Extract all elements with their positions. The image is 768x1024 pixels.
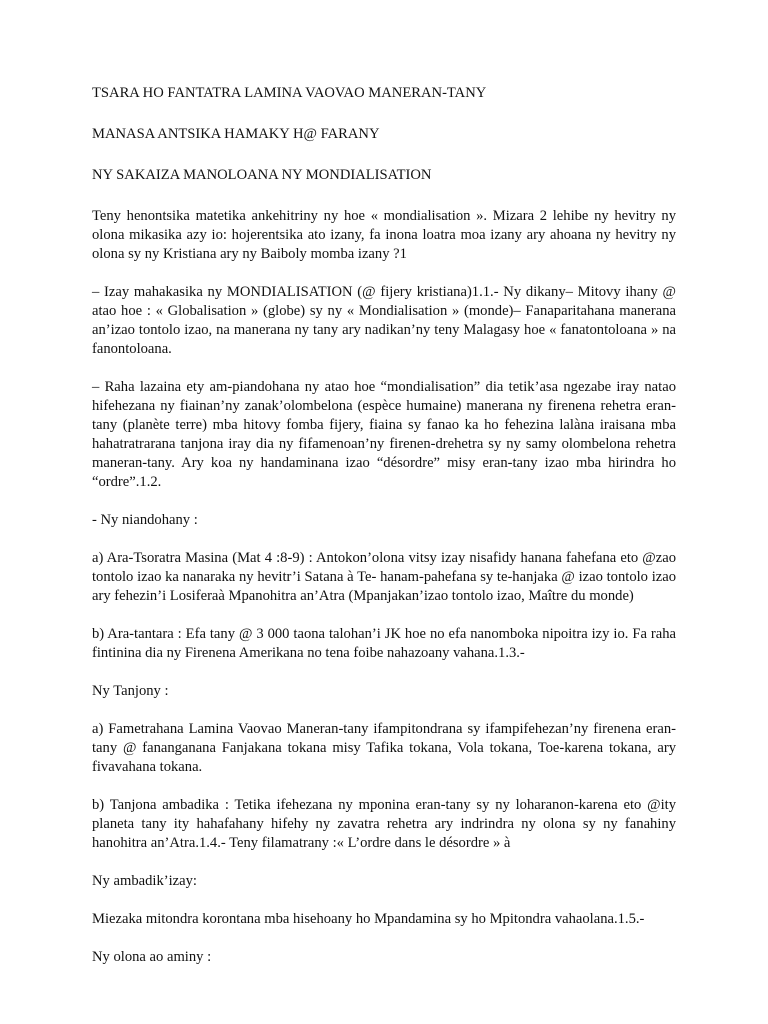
paragraph-people-heading: Ny olona ao aminy :	[92, 949, 212, 965]
paragraph-intro: Teny henontsika matetika ankehitriny ny hoe « mondialisation ». Mizara 2 lehibe ny hevitry ny olona mikasika azy io: hojerentsika ato izany, fa inona loatra moa izany ary ahoana ny hevitry ny olona sy ny Kristiana ary ny Baiboly momba izany ?1	[92, 208, 676, 262]
paragraph-origin-heading: - Ny niandohany :	[92, 512, 198, 528]
heading-subtitle: MANASA ANTSIKA HAMAKY H@ FARANY	[92, 126, 380, 142]
paragraph-origin-scripture: a) Ara-Tsoratra Masina (Mat 4 :8-9) : Antokon’olona vitsy izay nisafidy hanana fahefana eto @zao tontolo izao ka nanaraka ny hevitr’i Satana à Te- hanam-pahefana sy te-hanjaka @ izao tontolo izao ary fehezin’i Losiferaà Mpanohitra an’Atra (Mpanjakan’izao tontolo izao, Maître du monde)	[92, 550, 676, 604]
heading-section: NY SAKAIZA MANOLOANA NY MONDIALISATION	[92, 167, 432, 183]
paragraph-explanation: – Raha lazaina ety am-piandohana ny atao hoe “mondialisation” dia tetik’asa ngezabe iray natao hifehezana ny fiainan’ny zanak’olombelona (espèce humaine) manerana ny firenena rehetra eran-tany (planète terre) mba hitovy fomba fijery, fiaina sy fanao ka ho fehezina lalàna iraisana mba hahatratrarana tanjona iray dia ny fifamenoan’ny firenen-drehetra sy ny samy olombelona rehetra maneran-tany. Ary koa ny handaminana izao “désordre” misy eran-tany izao mba hirindra ho “ordre”.1.2.	[92, 379, 676, 490]
paragraph-behind-text: Miezaka mitondra korontana mba hisehoany ho Mpandamina sy ho Mpitondra vahaolana.1.5.-	[92, 911, 645, 927]
paragraph-behind-heading: Ny ambadik’izay:	[92, 873, 197, 889]
paragraph-goal-b: b) Tanjona ambadika : Tetika ifehezana ny mponina eran-tany sy ny loharanon-karena eto @ity planeta tany ity hahafahany hifehy ny zavatra rehetra ary indrindra ny olona sy ny fanahiny hanohitra an’Atra.1.4.- Teny filamatrany :« L’ordre dans le désordre » à	[92, 797, 676, 851]
paragraph-goal-a: a) Fametrahana Lamina Vaovao Maneran-tany ifampitondrana sy ifampifehezan’ny firenena eran-tany @ fananganana Fanjakana tokana misy Tafika tokana, Vola tokana, Toe-karena tokana, ary fivavahana tokana.	[92, 721, 676, 775]
paragraph-goals-heading: Ny Tanjony :	[92, 683, 169, 699]
paragraph-origin-history: b) Ara-tantara : Efa tany @ 3 000 taona talohan’i JK hoe no efa nanomboka nipoitra izy io. Fa raha fintinina dia ny Firenena Amerikana no tena foibe nahazoany vahana.1.3.-	[92, 626, 676, 661]
heading-title: TSARA HO FANTATRA LAMINA VAOVAO MANERAN-TANY	[92, 85, 487, 101]
paragraph-definition: – Izay mahakasika ny MONDIALISATION (@ fijery kristiana)1.1.- Ny dikany– Mitovy ihany @ atao hoe : « Globalisation » (globe) sy ny « Mondialisation » (monde)– Fanaparitahana manerana an’izao tontolo izao, na manerana ny tany ary nadikan’ny teny Malagasy hoe « fanatontoloana » na fanontoloana.	[92, 284, 676, 357]
